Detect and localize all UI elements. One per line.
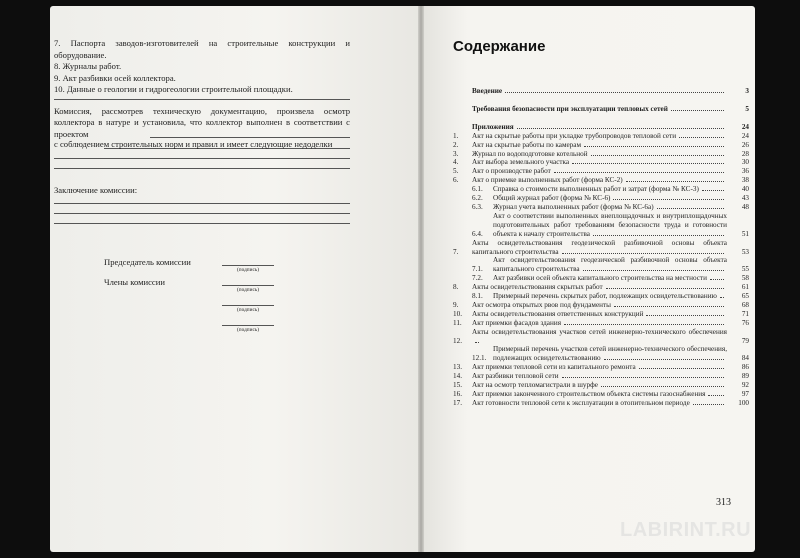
- page-title: Содержание: [453, 38, 546, 55]
- toc-entry-page: 48: [741, 202, 749, 211]
- toc-entry-title: Акты освидетельствования ответственных конструкций: [472, 309, 644, 318]
- dot-leader: [614, 305, 724, 307]
- page-number: 313: [716, 497, 731, 508]
- toc-entry: [453, 194, 749, 203]
- toc-entry-number: 6.: [453, 176, 459, 185]
- list-item: 8. Журналы работ.: [54, 61, 122, 71]
- dot-leader: [679, 136, 724, 138]
- toc-entry-page: 30: [741, 158, 749, 167]
- signature-caption: (подпись): [237, 307, 259, 313]
- dot-leader: [613, 198, 724, 200]
- toc-entry-number: 17.: [453, 398, 462, 407]
- dot-leader: [562, 376, 724, 378]
- toc-entry: [453, 363, 749, 372]
- toc-entry-page: 28: [741, 149, 749, 158]
- toc-entry-number: 8.: [453, 283, 459, 292]
- toc-entry: [453, 310, 749, 319]
- toc-entry-page: 24: [741, 122, 749, 131]
- toc-entry: [453, 274, 749, 283]
- toc-entry-title: Введение: [472, 87, 503, 95]
- toc-entry-page: 100: [738, 398, 749, 407]
- left-page-content: [54, 38, 350, 224]
- toc-entry: [453, 185, 749, 194]
- toc-entry-title: Акт освидетельствования геодезической разбивочной основы объекта капитального строительства: [493, 256, 727, 274]
- toc-entry: [453, 372, 749, 381]
- signature-caption: (подпись): [237, 327, 259, 333]
- toc-entry-number: 12.1.: [472, 354, 487, 363]
- signature-line: [222, 325, 274, 326]
- toc-entry-number: 6.3.: [472, 202, 483, 211]
- toc-entry: [453, 256, 749, 274]
- toc-entry-number: 6.2.: [472, 194, 483, 203]
- toc-entry-title: Справка о стоимости выполненных работ и затрат (форма № КС-3): [493, 185, 699, 194]
- dot-leader: [671, 109, 724, 111]
- toc-entry: [453, 283, 749, 292]
- toc-entry: [453, 132, 749, 141]
- dot-leader: [604, 358, 724, 360]
- toc-entry-number: 6.1.: [472, 185, 483, 194]
- toc-entry-number: 7.1.: [472, 265, 483, 274]
- toc-entry: [453, 158, 749, 167]
- dot-leader: [720, 296, 724, 298]
- toc-entry-title: Примерный перечень участков сетей инженерно-технического обеспечения, подлежащих освидетельствованию: [493, 345, 727, 363]
- dot-leader: [593, 234, 724, 236]
- list-item: 7. Паспорта заводов-изготовителей на строительные конструкции и оборудование.: [54, 38, 350, 60]
- fill-line: [150, 137, 350, 138]
- signature-line: [222, 285, 274, 286]
- toc-entry-page: 76: [741, 318, 749, 327]
- toc-entry-page: 5: [745, 104, 749, 113]
- toc-entry-title: Акт на скрытые работы по камерам: [472, 140, 582, 149]
- list-item: 10. Данные о геологии и гидрогеологии строительной площадки.: [54, 84, 293, 94]
- dot-leader: [626, 180, 724, 182]
- fill-line: [54, 223, 350, 224]
- toc-entry-page: 97: [741, 390, 749, 398]
- spacer: [453, 96, 749, 105]
- toc-entry: [453, 381, 749, 390]
- toc-entry-page: 53: [741, 247, 749, 256]
- toc-entry-title: Акты освидетельствования участков сетей инженерно-технического обеспечения: [472, 327, 727, 336]
- toc-entry-page: 40: [741, 185, 749, 194]
- toc-entry-page: 38: [741, 176, 749, 185]
- toc-entry-title: Акт выбора земельного участка: [472, 158, 570, 167]
- fill-line: [54, 168, 350, 169]
- toc-entry-title: Акт осмотра открытых рвов под фундаменты: [472, 300, 611, 309]
- toc-entry-number: 10.: [453, 309, 462, 318]
- toc-entry-title: Приложения: [472, 122, 514, 131]
- toc-entry-page: 43: [741, 194, 749, 203]
- chairman-label: Председатель комиссии: [104, 257, 191, 267]
- toc-entry-page: 86: [741, 363, 749, 372]
- toc-entry-page: 65: [741, 292, 749, 301]
- toc-entry-page: 79: [741, 336, 749, 345]
- book-gutter: [418, 6, 424, 552]
- signature-line: [222, 265, 274, 266]
- toc-entry: [453, 123, 749, 132]
- toc-entry: [453, 239, 749, 257]
- dot-leader: [584, 145, 724, 147]
- conclusion-label: Заключение комиссии:: [54, 184, 138, 195]
- dot-leader: [572, 162, 724, 164]
- toc-entry-title: Примерный перечень скрытых работ, подлежащих освидетельствованию: [493, 292, 717, 301]
- dot-leader: [693, 403, 724, 405]
- dot-leader: [475, 341, 479, 343]
- toc-entry-title: Акт готовности тепловой сети к эксплуатации в отопительном периоде: [472, 398, 690, 407]
- toc-entry-page: 58: [741, 274, 749, 283]
- fill-line: [54, 158, 350, 159]
- watermark: LABIRINT.RU: [620, 519, 752, 541]
- toc-entry: [453, 212, 749, 239]
- toc-entry: [453, 399, 749, 408]
- dot-leader: [702, 189, 724, 191]
- toc-entry-number: 12.: [453, 336, 462, 345]
- toc-entry-page: 84: [741, 354, 749, 363]
- toc-entry: [453, 105, 749, 114]
- toc-entry-title: Акт о соответствии выполненных внеплощадочных и внутриплощадочных подготовительных работ требованиям безопасности труда и готовности объекта к началу строительства: [493, 211, 727, 238]
- commission-text: Комиссия, рассмотрев техническую документацию, произвела осмотр коллектора в натуре и установила, что коллектор выполнен в соответствии с проектом: [54, 105, 350, 139]
- toc-entry-number: 1.: [453, 131, 459, 140]
- members-label: Члены комиссии: [104, 277, 165, 287]
- toc-entry-page: 3: [745, 87, 749, 95]
- toc-entry-number: 4.: [453, 158, 459, 167]
- divider: [54, 99, 350, 100]
- toc-entry-page: 92: [741, 381, 749, 390]
- table-of-contents: [453, 87, 749, 408]
- toc-entry-title: Требования безопасности при эксплуатации тепловых сетей: [472, 104, 668, 113]
- dot-leader: [562, 252, 724, 254]
- dot-leader: [591, 154, 724, 156]
- toc-entry: [453, 390, 749, 399]
- toc-entry: [453, 328, 749, 346]
- dot-leader: [710, 278, 724, 280]
- signature-line: [222, 305, 274, 306]
- toc-entry: [453, 176, 749, 185]
- fill-line: [54, 213, 350, 214]
- toc-entry: [453, 345, 749, 363]
- toc-entry-number: 11.: [453, 318, 462, 327]
- toc-entry-page: 61: [741, 283, 749, 292]
- dot-leader: [564, 323, 724, 325]
- toc-entry-title: Акт о производстве работ: [472, 167, 551, 176]
- toc-entry-title: Акт разбивки тепловой сети: [472, 372, 559, 381]
- dot-leader: [517, 127, 724, 129]
- toc-entry-number: 7.: [453, 247, 459, 256]
- toc-entry-title: Акты освидетельствования скрытых работ: [472, 283, 603, 292]
- compliance-text: с соблюдением строительных норм и правил и имеет следующие недоделки: [54, 139, 333, 149]
- toc-entry: [453, 203, 749, 212]
- dot-leader: [505, 91, 724, 93]
- toc-entry: [453, 292, 749, 301]
- toc-entry-title: Акты освидетельствования геодезической разбивочной основы объекта капитального строительства: [472, 238, 727, 256]
- toc-entry: [453, 150, 749, 159]
- toc-entry-page: 24: [741, 131, 749, 140]
- dot-leader: [606, 287, 724, 289]
- toc-entry-title: Акт на осмотр тепломагистрали в шурфе: [472, 381, 598, 390]
- toc-entry-title: Акт приемки фасадов здания: [472, 318, 561, 327]
- toc-entry-page: 51: [741, 229, 749, 238]
- dot-leader: [554, 171, 724, 173]
- toc-entry-page: 36: [741, 167, 749, 176]
- fill-line: [54, 203, 350, 204]
- toc-entry-number: 15.: [453, 381, 462, 390]
- toc-entry: [453, 319, 749, 328]
- dot-leader: [657, 207, 724, 209]
- dot-leader: [646, 314, 724, 316]
- toc-entry: [453, 141, 749, 150]
- toc-entry: [453, 87, 749, 96]
- toc-entry-number: 6.4.: [472, 229, 483, 238]
- toc-entry-title: Акт разбивки осей объекта капитального строительства на местности: [493, 274, 707, 283]
- toc-entry-title: Общий журнал работ (форма № КС-6): [493, 194, 611, 203]
- toc-entry-number: 13.: [453, 363, 462, 372]
- toc-entry: [453, 301, 749, 310]
- spacer: [453, 114, 749, 123]
- toc-entry-title: Акт приемки тепловой сети из капитального ремонта: [472, 363, 636, 372]
- toc-entry-title: Журнал учета выполненных работ (форма № КС-6а): [493, 202, 654, 211]
- toc-entry-number: 9.: [453, 300, 459, 309]
- toc-entry-number: 2.: [453, 140, 459, 149]
- toc-entry-title: Журнал по водоподготовке котельной: [472, 149, 588, 158]
- dot-leader: [639, 367, 724, 369]
- signature-caption: (подпись): [237, 267, 259, 273]
- toc-entry-page: 26: [741, 140, 749, 149]
- toc-entry-title: Акт на скрытые работы при укладке трубопроводов тепловой сети: [472, 131, 677, 140]
- toc-entry-page: 55: [741, 265, 749, 274]
- toc-entry-number: 8.1.: [472, 292, 483, 301]
- toc-entry-title: Акт приемки законченного строительством объекта системы газоснабжения: [472, 390, 706, 398]
- toc-entry-number: 5.: [453, 167, 459, 176]
- toc-entry-page: 68: [741, 300, 749, 309]
- toc-entry: [453, 167, 749, 176]
- dot-leader: [708, 394, 724, 396]
- list-item: 9. Акт разбивки осей коллектора.: [54, 72, 176, 83]
- signature-caption: (подпись): [237, 287, 259, 293]
- toc-entry-number: 3.: [453, 149, 459, 158]
- toc-entry-number: 14.: [453, 372, 462, 381]
- toc-entry-page: 89: [741, 372, 749, 381]
- dot-leader: [601, 385, 724, 387]
- dot-leader: [583, 269, 724, 271]
- toc-entry-page: 71: [741, 309, 749, 318]
- toc-entry-number: 7.2.: [472, 274, 483, 283]
- toc-entry-title: Акт о приемке выполненных работ (форма КС-2): [472, 176, 623, 185]
- toc-entry-number: 16.: [453, 390, 462, 398]
